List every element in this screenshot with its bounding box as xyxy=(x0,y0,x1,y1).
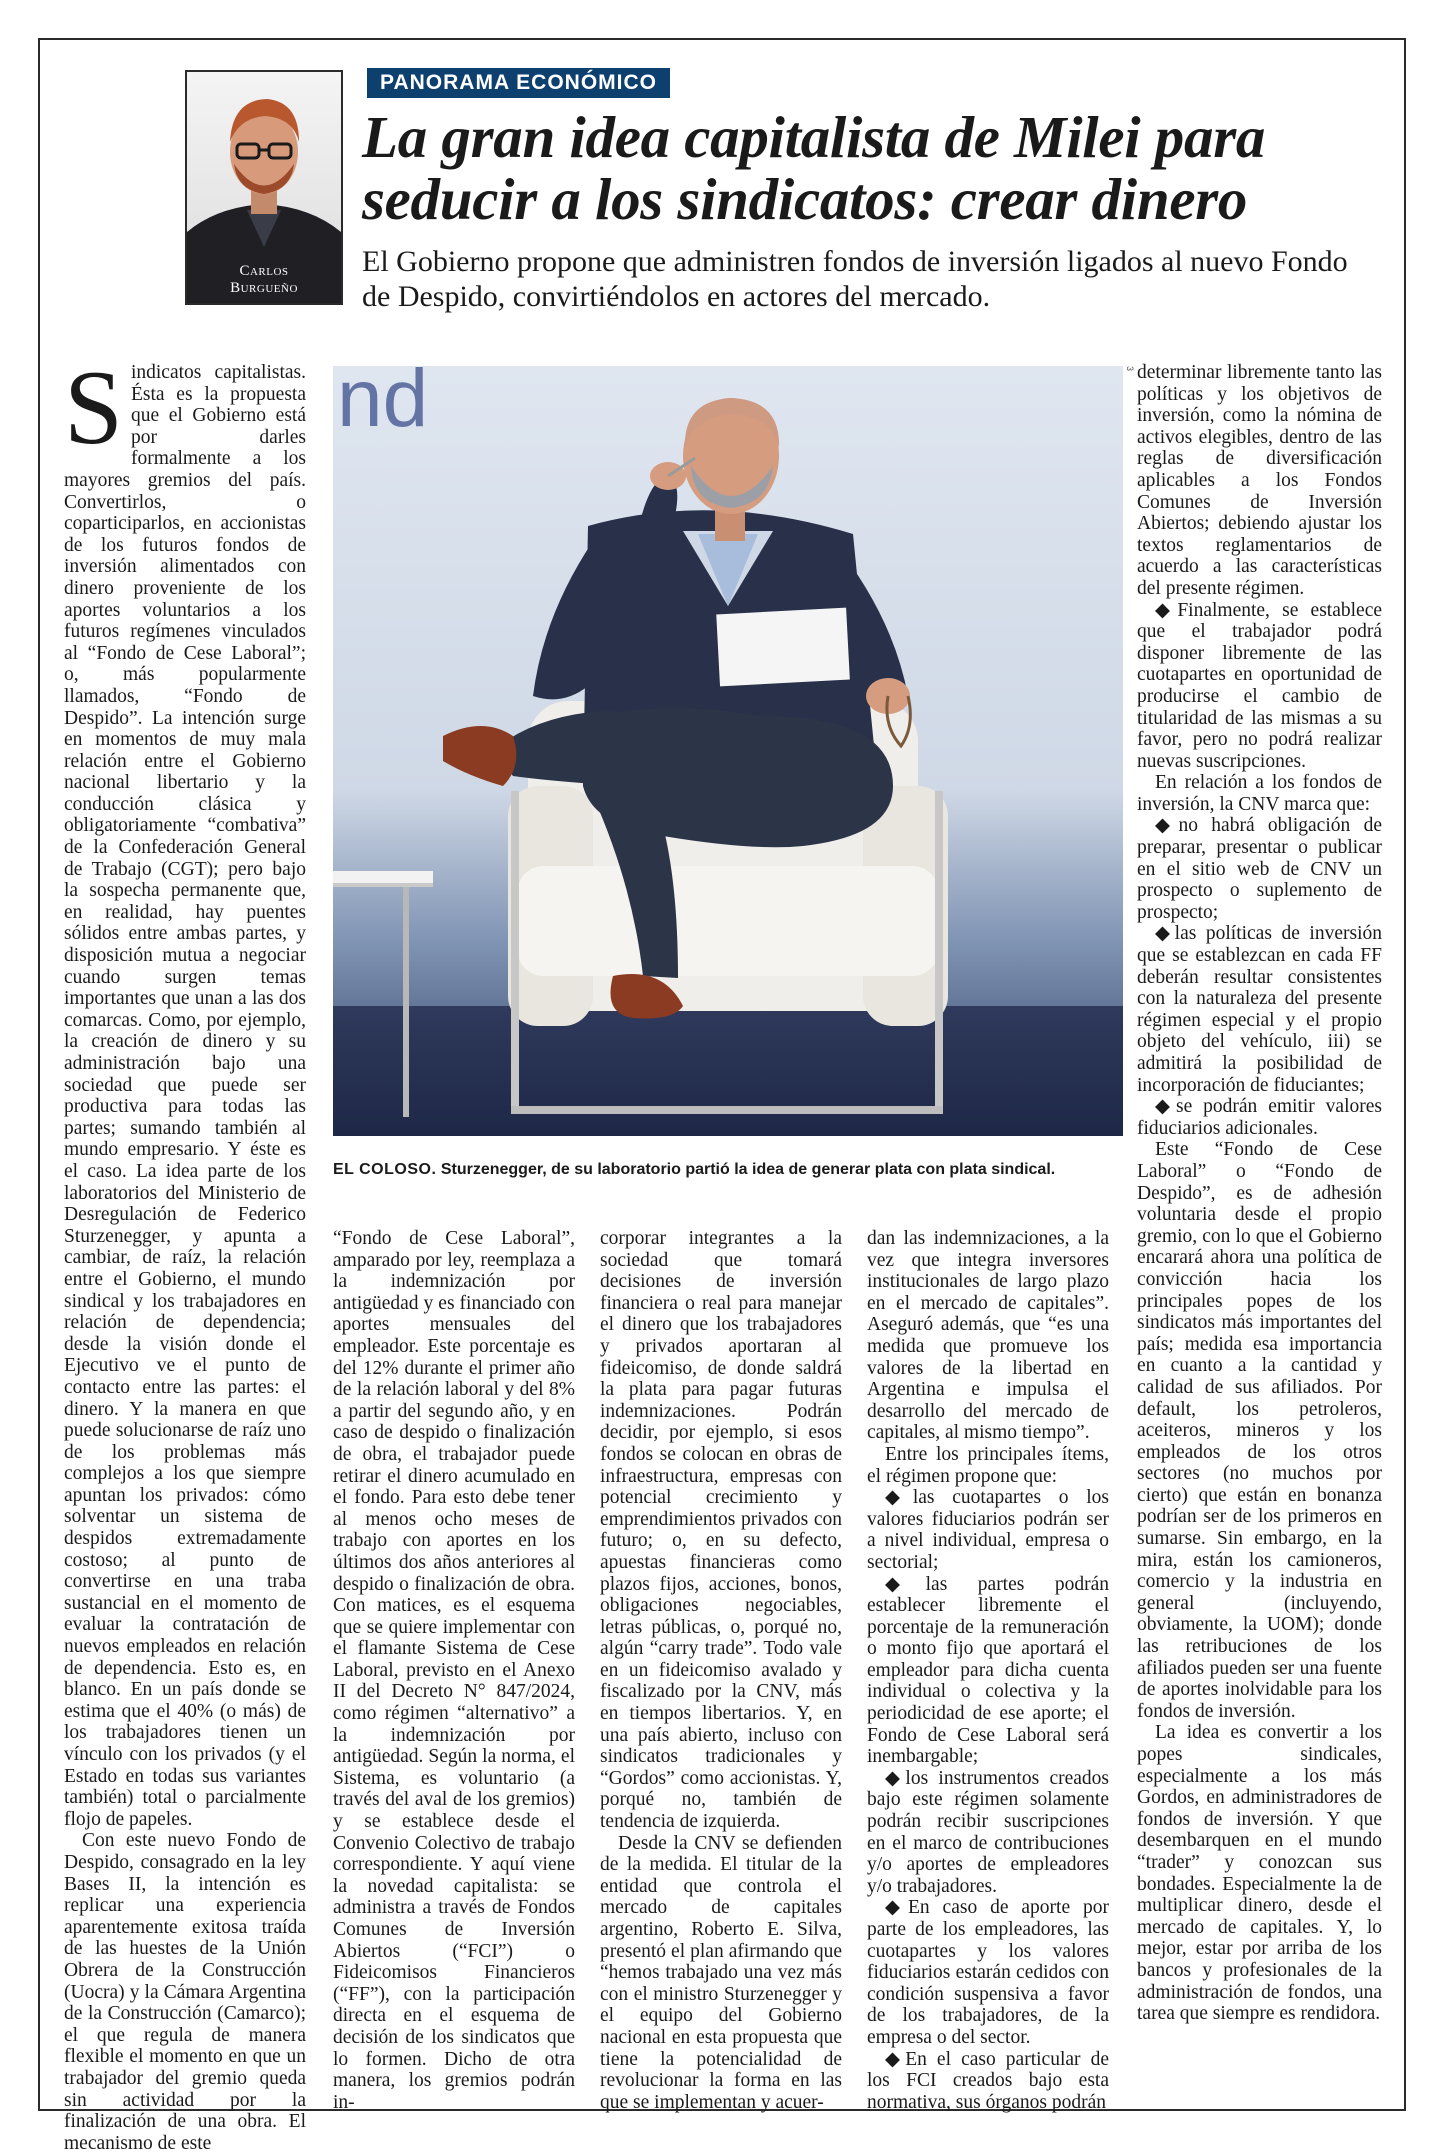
article-column-2 xyxy=(333,1228,575,2113)
bullet-item: ◆no habrá obligación de preparar, presentar o publicar en el sitio web de CNV un prospecto o suplemento de prospecto; xyxy=(1137,815,1382,923)
paragraph: dan las indemnizaciones, a la vez que integra inversores institucionales de largo plazo en el mercado de capitales”. Aseguró además, que “es una medida que promueve los valores de la libertad en Argentina e impulsa el desarrollo del mercado de capitales, al mismo tiempo”. xyxy=(867,1228,1109,1444)
bullet-item: ◆se podrán emitir valores fiduciarios adicionales. xyxy=(1137,1096,1382,1139)
paragraph: “Fondo de Cese Laboral”, amparado por ley, reemplaza a la indemnización por antigüedad y es financiado con aportes mensuales del empleador. Este porcentaje es del 12% durante el primer año de la relación laboral y del 8% a partir del segundo año, y en caso de despido o finalización de obra, el trabajador puede retirar el dinero acumulado en el fondo. Para esto debe tener al menos ocho meses de trabajo con aportes en los últimos dos años anteriores al despido o finalización de obra. Con matices, es el esquema que se quiere implementar con el flamante Sistema de Cese Laboral, previsto en el Anexo II del Decreto N° 847/2024, como régimen “alternativo” a la indemnización por antigüedad. Según la norma, el Sistema, es voluntario (a través del aval de los gremios) y se establece desde el Convenio Colectivo de trabajo correspondiente. Y aquí viene la novedad capitalista: se administra a través de Fondos Comunes de Inversión Abiertos (“FCI”) o Fideicomisos Financieros (“FF”), con la participación directa en el esquema de decisión de los sindicatos que lo formen. Dicho de otra manera, los gremios podrán in- xyxy=(333,1228,575,2113)
article-column-5 xyxy=(1137,362,1382,2025)
bullet-item: ◆las políticas de inversión que se establezcan en cada FF deberán resultar consistentes con la naturaleza del presente régimen especial y el propio objeto del vehículo, iii) se admitirá la posibilidad de incorporación de fiduciantes; xyxy=(1137,923,1382,1096)
photo-caption xyxy=(333,1160,1123,1180)
drop-cap: S xyxy=(64,349,123,466)
bullet-item: ◆las cuotapartes o los valores fiduciarios podrán ser a nivel individual, empresa o sectorial; xyxy=(867,1487,1109,1573)
caption-lead: EL COLOSO. xyxy=(333,1161,437,1178)
photo-sturzenegger-armchair xyxy=(333,366,1123,1136)
bullet-item: ◆Finalmente, se establece que el trabajador podrá disponer libremente de las cuotapartes en oportunidad de producirse el cambio de titularidad de las mismas a su favor, pero no podrá realizar nuevas suscripciones. xyxy=(1137,599,1382,772)
author-name xyxy=(187,263,341,297)
author-last-name: Burgueño xyxy=(230,280,298,296)
bullet-item: ◆los instrumentos creados bajo este régimen solamente podrán recibir suscripciones en el marco de contribuciones y/o aportes de empleadores y/o trabajadores. xyxy=(867,1767,1109,1897)
bullet-item: ◆En caso de aporte por parte de los empleadores, las cuotapartes y los valores fiduciarios estarán cedidos con condición suspensiva a favor de los trabajadores, de la empresa o del sector. xyxy=(867,1897,1109,2048)
paragraph: La idea es convertir a los popes sindicales, especialmente a los más Gordos, en administradores de fondos de inversión. Y que desembarquen en el mundo “trader” y conozcan sus bondades. Especialmente la de multiplicar dinero, desde el mercado de capitales. Y, lo mejor, estar por arriba de los bancos y profesionales de la administración de fondos, una tarea que siempre es rendidora. xyxy=(1137,1722,1382,2025)
svg-text:nd: nd xyxy=(337,366,429,444)
author-box xyxy=(185,70,343,305)
paragraph: En relación a los fondos de inversión, la CNV marca que: xyxy=(1137,772,1382,815)
caption-text: Sturzenegger, de su laboratorio partió la idea de generar plata con plata sindical. xyxy=(436,1161,1056,1178)
article-column-1 xyxy=(64,349,306,2154)
main-photo xyxy=(333,366,1123,1136)
photo-credit: 3 xyxy=(1125,366,1135,372)
paragraph: Este “Fondo de Cese Laboral” o “Fondo de Despido”, es de adhesión voluntaria desde el propio gremio, con lo que el Gobierno encarará ahora una política de convicción hacia los principales popes de los sindicatos más importantes del país; medida esa importancia en cuanto a la cantidad y calidad de sus afiliados. Por default, los petroleros, aceiteros, mineros y los empleados de los otros sectores (no muchos por cierto) que están en bonanza podrían ser de los primeros en sumarse. Sin embargo, en la mira, están los camioneros, comercio y la industria en general (incluyendo, obviamente, la UOM); donde las retribuciones de los afiliados pueden ser una fuente de aportes inolvidable para los fondos de inversión. xyxy=(1137,1139,1382,1722)
deck: El Gobierno propone que administren fondos de inversión ligados al nuevo Fondo de Despido, convirtiéndolos en actores del mercado. xyxy=(362,245,1348,313)
article-column-3 xyxy=(600,1228,842,2113)
author-first-name: Carlos xyxy=(239,263,289,279)
paragraph: indicatos capitalistas. Ésta es la propuesta que el Gobierno está por darles formalmente a los mayores gremios del país. Convertirlos, o coparticiparlos, en accionistas de los futuros fondos de inversión alimentados con dinero proveniente de los aportes voluntarios a los futuros regímenes vinculados al “Fondo de Cese Laboral”; o, más popularmente llamados, “Fondo de Despido”. La intención surge en momentos de muy mala relación entre el Gobierno nacional libertario y la conducción clásica y obligatoriamente “combativa” de la Confederación General de Trabajo (CGT); pero bajo la sospecha permanente que, en realidad, hay puentes sólidos entre ambas partes, y disposición mutua a negociar cuando surgen temas importantes que unan a las dos comarcas. Como, por ejemplo, la creación de dinero y su administración bajo una sociedad que puede ser productiva para todas las partes; sumando también al mundo empresario. Y éste es el caso. La idea parte de los laboratorios del Ministerio de Desregulación de Federico Sturzenegger, y apunta a cambiar, de raíz, la relación entre el Gobierno, el mundo sindical y los trabajadores en relación de dependencia; desde la visión donde el Ejecutivo ve el punto de contacto entre las partes: el dinero. Y la manera en que puede solucionarse de raíz uno de los problemas más complejos a los que siempre apuntan los privados: cómo solventar un sistema de despidos extremadamente costoso; al punto de convertirse en una traba sustancial en el momento de evaluar la contratación de nuevos empleados en relación de dependencia. Esto es, en blanco. En un país donde se estima que el 40% (o más) de los trabajadores tienen un vínculo con los privados (y el Estado en todas sus variantes también) total o parcialmente flojo de papeles. xyxy=(64,362,306,1830)
section-tag: PANORAMA ECONÓMICO xyxy=(367,68,670,98)
paragraph: Entre los principales ítems, el régimen propone que: xyxy=(867,1443,1109,1487)
paragraph: Con este nuevo Fondo de Despido, consagrado en la ley Bases II, la intención es replicar una experiencia aparentemente exitosa traída de las huestes de la Unión Obrera de la Construcción (Uocra) y la Cámara Argentina de la Construcción (Camarco); el que regula de manera flexible el momento en que un trabajador del gremio queda sin actividad por la finalización de una obra. El mecanismo de este xyxy=(64,1830,306,2154)
article-column-4 xyxy=(867,1228,1109,2113)
bullet-item: ◆las partes podrán establecer libremente el porcentaje de la remuneración o monto fijo que aportará el empleador para dicha cuenta individual o colectiva y la periodicidad de ese aporte; el Fondo de Cese Laboral será inembargable; xyxy=(867,1573,1109,1768)
headline: La gran idea capitalista de Milei para seducir a los sindicatos: crear dinero xyxy=(362,104,1266,232)
bullet-item: ◆En el caso particular de los FCI creados bajo esta normativa, sus órganos podrán xyxy=(867,2048,1109,2113)
paragraph: Desde la CNV se defienden de la medida. El titular de la entidad que controla el mercado de capitales argentino, Roberto E. Silva, presentó el plan afirmando que “hemos trabajado una vez más con el ministro Sturzenegger y el equipo del Gobierno nacional en esta propuesta que tiene la potencialidad de revolucionar la forma en las que se implementan y acuer- xyxy=(600,1832,842,2113)
paragraph: corporar integrantes a la sociedad que tomará decisiones de inversión financiera o real para manejar el dinero que los trabajadores y privados aportaran al fideicomiso, de donde saldrá la plata para pagar futuras indemnizaciones. Podrán decidir, por ejemplo, si esos fondos se colocan en obras de infraestructura, empresas con potencial crecimiento y emprendimientos privados con futuro; o, en su defecto, apuestas financieras como plazos fijos, acciones, bonos, obligaciones negociables, letras públicas, o, porqué no, algún “carry trade”. Todo vale en un fideicomiso avalado y fiscalizado por la CNV, más en tiempos libertarios. Y, en una país abierto, incluso con sindicatos tradicionales y “Gordos” como accionistas. Y, porqué no, también de tendencia de izquierda. xyxy=(600,1228,842,1833)
paragraph: determinar libremente tanto las políticas y los objetivos de inversión, como la nómina de activos elegibles, dentro de las reglas de diversificación aplicables a los Fondos Comunes de Inversión Abiertos; debiendo ajustar los textos reglamentarios de acuerdo a las características del presente régimen. xyxy=(1137,362,1382,599)
